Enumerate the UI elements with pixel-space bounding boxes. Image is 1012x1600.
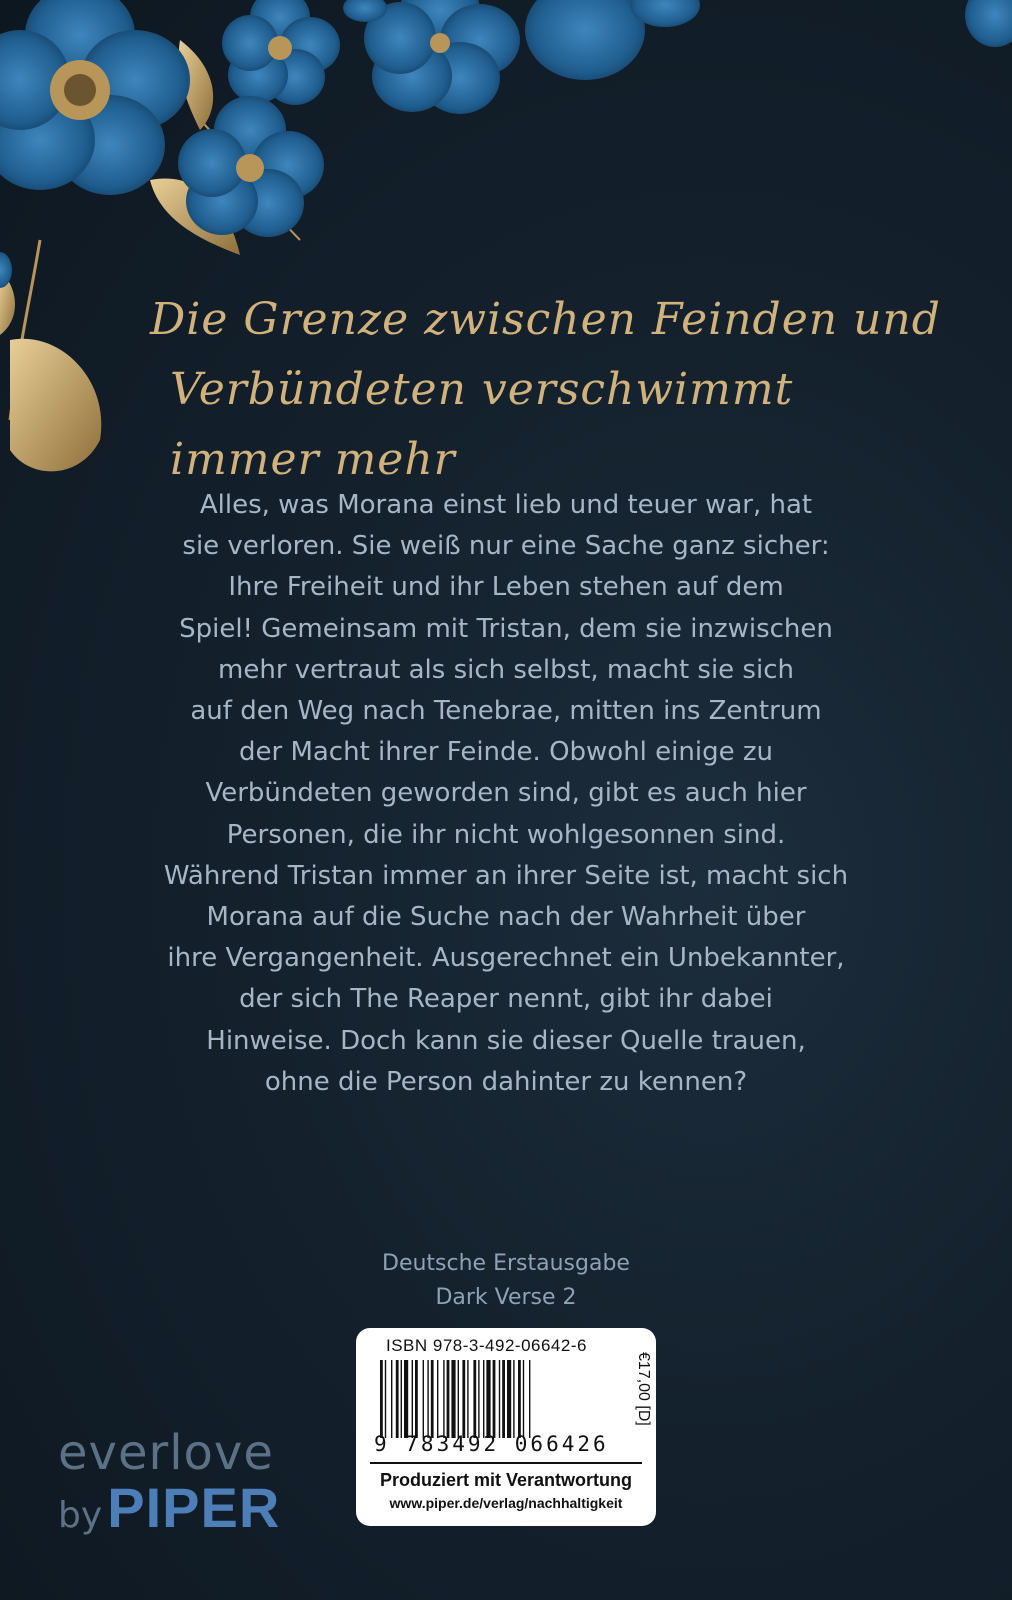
isbn-label: ISBN 978-3-492-06642-6 (386, 1336, 587, 1355)
responsibility-url: www.piper.de/verlag/nachhaltigkeit (389, 1495, 623, 1511)
blurb-line: sie verloren. Sie weiß nur eine Sache ganz sicher: (182, 531, 830, 562)
blurb-line: auf den Weg nach Tenebrae, mitten ins Zentrum (190, 696, 822, 727)
logo-piper: PIPER (107, 1476, 281, 1539)
logo-everlove: everlove (58, 1425, 274, 1481)
edition-label: Deutsche Erstausgabe (382, 1251, 630, 1276)
tagline-line-1: Die Grenze zwischen Feinden und (150, 294, 941, 345)
tagline-line-2: Verbündeten verschwimmt immer mehr (170, 364, 794, 485)
blurb-line: Während Tristan immer an ihrer Seite ist, macht sich (163, 860, 849, 891)
publisher-logo (58, 1425, 298, 1552)
blurb-line: Ihre Freiheit und ihr Leben stehen auf dem (228, 572, 784, 603)
barcode-panel (356, 1328, 656, 1526)
barcode-divider (370, 1462, 642, 1464)
tagline (150, 285, 950, 495)
blurb-line: Alles, was Morana einst lieb und teuer war, hat (199, 490, 813, 520)
blue-flower-icon (0, 0, 190, 195)
gold-leaf-icon (10, 339, 101, 472)
price-label: €17,00 [D] (635, 1352, 652, 1426)
blurb-line: der Macht ihrer Feinde. Obwohl einige zu (238, 737, 773, 768)
blurb-line: ihre Vergangenheit. Ausgerechnet ein Unbekannter, (167, 943, 845, 974)
blurb-line: Personen, die ihr nicht wohlgesonnen sind. (226, 819, 786, 850)
responsibility-note (356, 1468, 656, 1514)
barcode-digits: 9 783492 066426 (374, 1432, 609, 1456)
blurb-line: ohne die Person dahinter zu kennen? (264, 1066, 748, 1097)
blurb-line: Morana auf die Suche nach der Wahrheit über (206, 902, 806, 933)
edition-info (300, 1247, 712, 1315)
barcode-icon (378, 1360, 596, 1438)
blurb-text (60, 485, 952, 1103)
series-label: Dark Verse 2 (435, 1285, 577, 1310)
blurb-line: Verbündeten geworden sind, gibt es auch hier (205, 778, 807, 809)
responsibility-text: Produziert mit Verantwortung (379, 1470, 633, 1490)
blurb-line: mehr vertraut als sich selbst, macht sie sich (218, 654, 794, 685)
blurb-line: der sich The Reaper nennt, gibt ihr dabei (239, 984, 773, 1015)
logo-by: by (58, 1495, 103, 1536)
blurb-line: Hinweise. Doch kann sie dieser Quelle trauen, (206, 1025, 806, 1056)
blurb-line: Spiel! Gemeinsam mit Tristan, dem sie inzwischen (179, 613, 833, 644)
